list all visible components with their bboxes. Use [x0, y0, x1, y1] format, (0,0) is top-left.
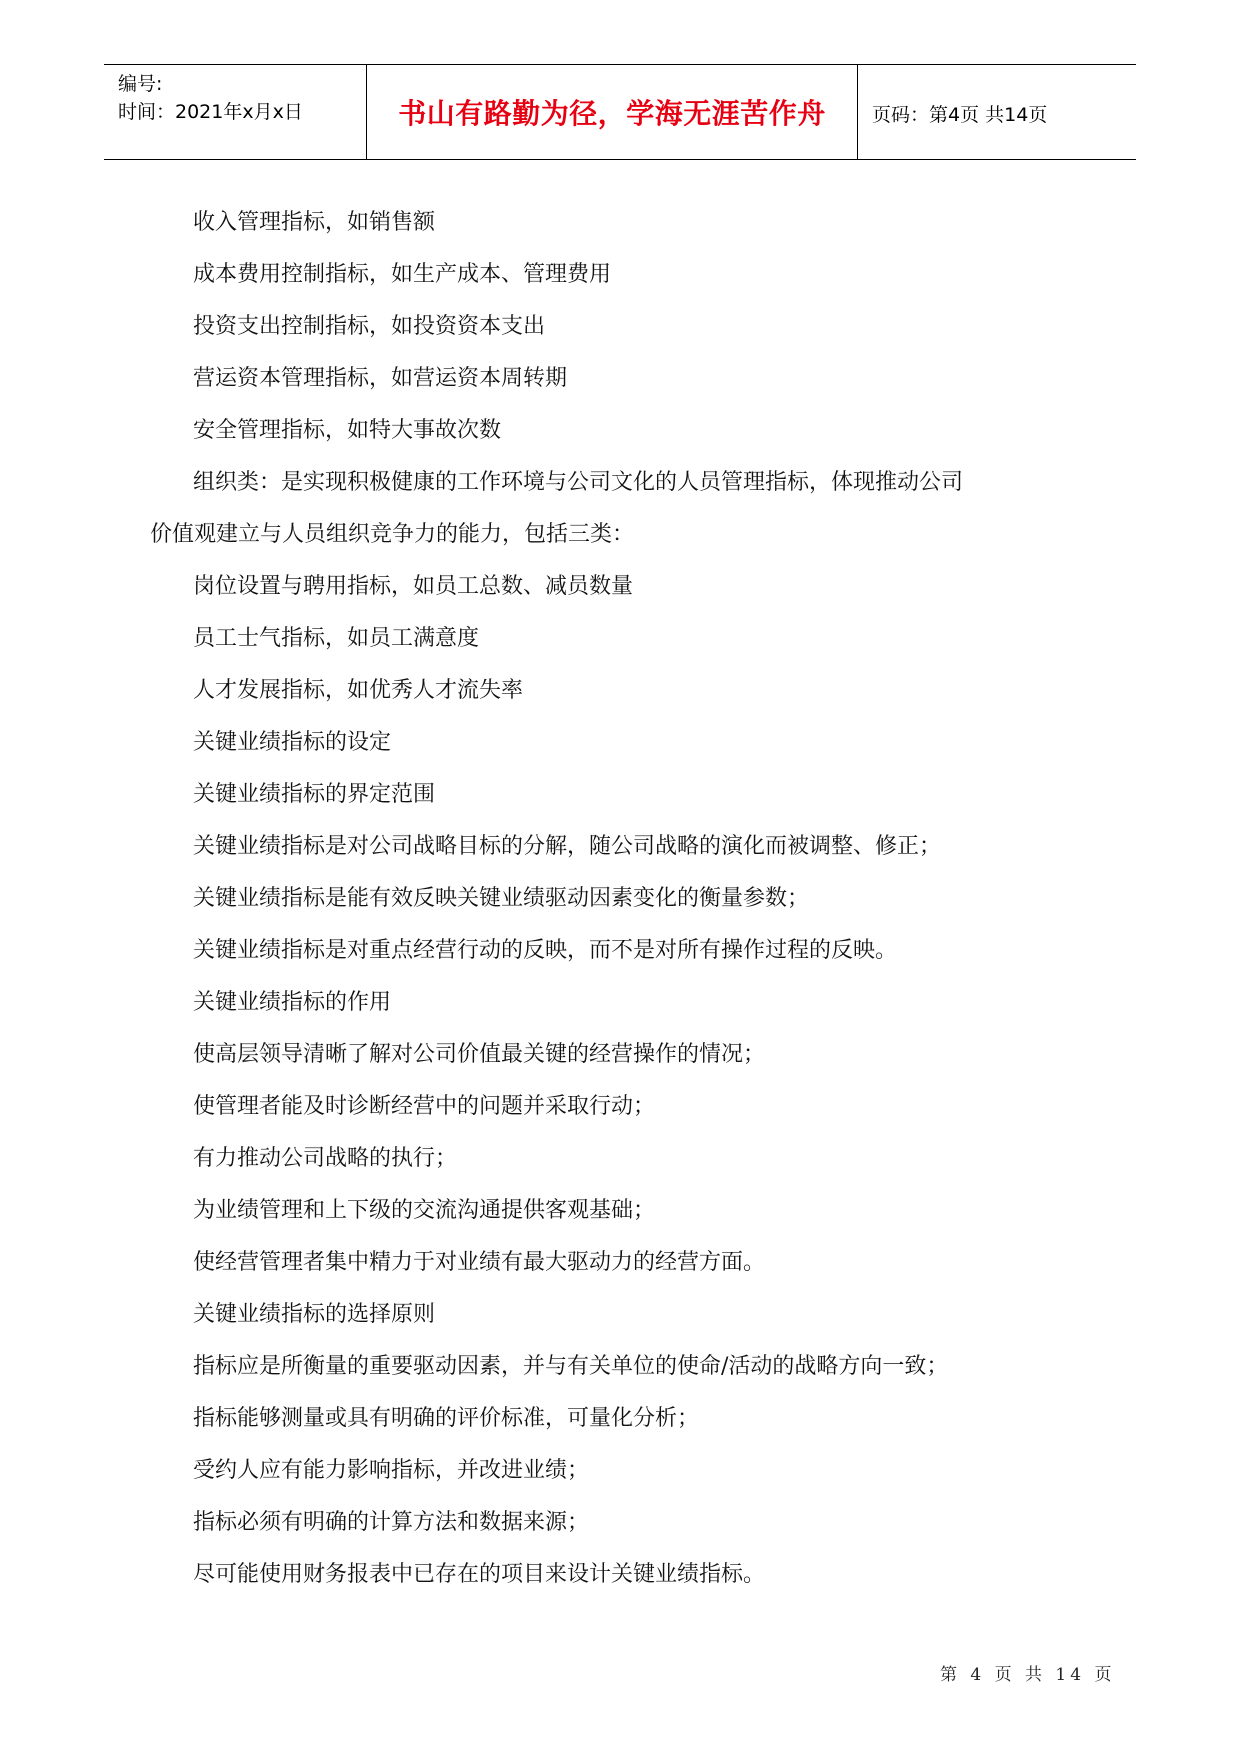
body-line: 安全管理指标，如特大事故次数	[193, 418, 502, 443]
body-line: 关键业绩指标的选择原则	[193, 1302, 436, 1327]
body-line: 岗位设置与聘用指标，如员工总数、减员数量	[193, 574, 634, 599]
body-line: 人才发展指标，如优秀人才流失率	[193, 678, 524, 703]
body-line: 成本费用控制指标，如生产成本、管理费用	[193, 262, 612, 287]
body-line: 受约人应有能力影响指标，并改进业绩；	[193, 1458, 590, 1483]
body-line: 关键业绩指标的界定范围	[193, 782, 436, 807]
page-header	[104, 64, 1136, 160]
body-line: 收入管理指标，如销售额	[193, 210, 436, 235]
body-line: 关键业绩指标的设定	[193, 730, 392, 755]
body-line: 指标能够测量或具有明确的评价标准，可量化分析；	[193, 1406, 700, 1431]
body-line: 员工士气指标，如员工满意度	[193, 626, 480, 651]
body-line: 组织类：是实现积极健康的工作环境与公司文化的人员管理指标，体现推动公司	[193, 470, 964, 495]
header-page-label: 页码：第4页 共14页	[872, 104, 1048, 126]
header-top-rule	[104, 64, 1136, 65]
body-line: 使管理者能及时诊断经营中的问题并采取行动；	[193, 1094, 656, 1119]
body-line: 使经营管理者集中精力于对业绩有最大驱动力的经营方面。	[193, 1250, 766, 1275]
body-line: 指标应是所衡量的重要驱动因素，并与有关单位的使命/活动的战略方向一致；	[193, 1354, 949, 1379]
header-divider-left	[366, 64, 367, 159]
body-line: 为业绩管理和上下级的交流沟通提供客观基础；	[193, 1198, 656, 1223]
document-body	[150, 197, 1090, 1601]
header-motto: 书山有路勤为径，学海无涯苦作舟	[398, 97, 826, 130]
header-divider-right	[857, 64, 858, 159]
body-line: 尽可能使用财务报表中已存在的项目来设计关键业绩指标。	[193, 1562, 766, 1587]
body-line: 关键业绩指标是能有效反映关键业绩驱动因素变化的衡量参数；	[193, 886, 810, 911]
body-line: 关键业绩指标是对重点经营行动的反映，而不是对所有操作过程的反映。	[193, 938, 898, 963]
body-line: 指标必须有明确的计算方法和数据来源；	[193, 1510, 590, 1535]
body-line: 使高层领导清晰了解对公司价值最关键的经营操作的情况；	[193, 1042, 766, 1067]
body-line: 有力推动公司战略的执行；	[193, 1146, 458, 1171]
body-line: 关键业绩指标是对公司战略目标的分解，随公司战略的演化而被调整、修正；	[193, 834, 942, 859]
body-line: 价值观建立与人员组织竞争力的能力，包括三类：	[150, 522, 635, 547]
header-meta	[118, 70, 303, 126]
body-line: 关键业绩指标的作用	[193, 990, 392, 1015]
body-line: 投资支出控制指标，如投资资本支出	[193, 314, 546, 339]
header-number-label: 编号:	[118, 73, 163, 95]
header-time-label: 时间：2021年x月x日	[118, 101, 303, 123]
page-footer: 第 4 页 共 14 页	[940, 1665, 1116, 1685]
body-line: 营运资本管理指标，如营运资本周转期	[193, 366, 568, 391]
